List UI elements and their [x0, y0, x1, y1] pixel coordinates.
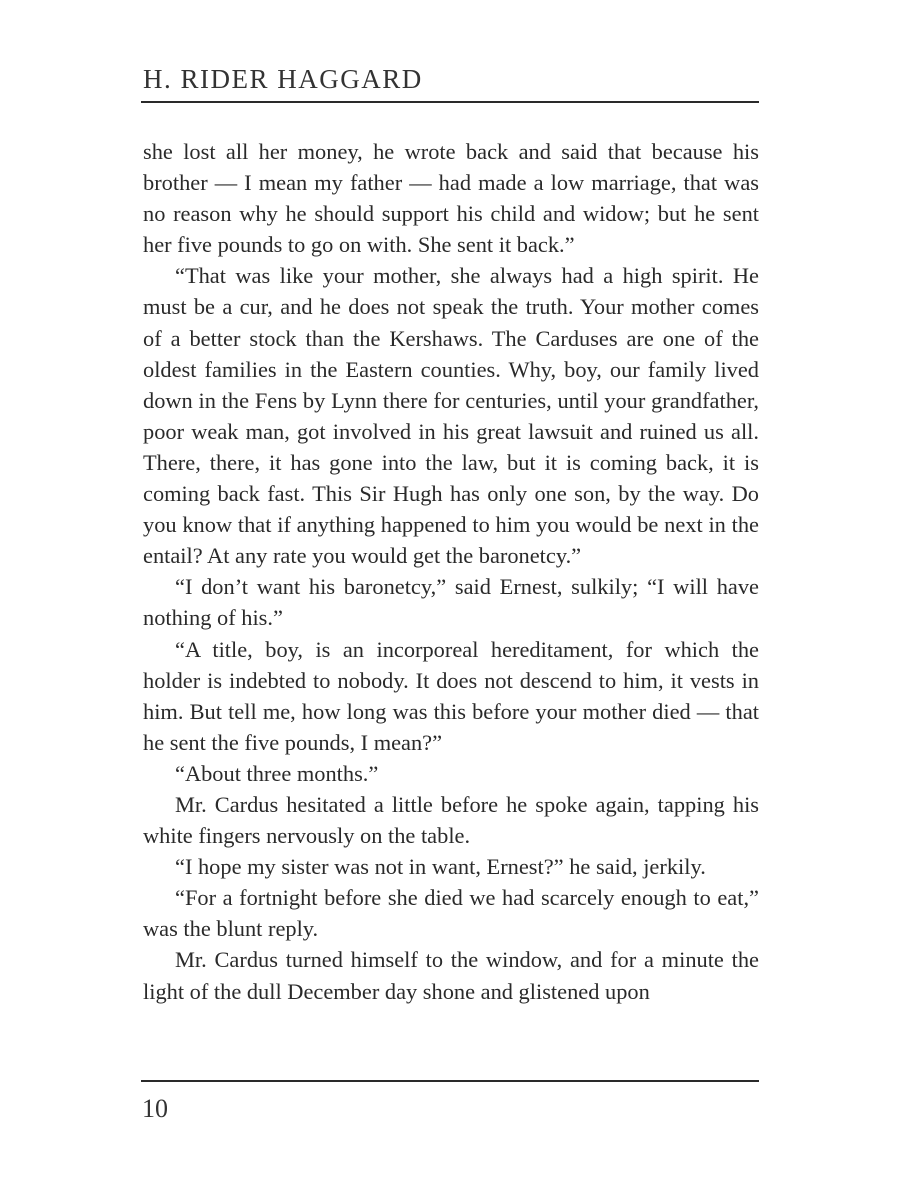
paragraph: “I don’t want his baronetcy,” said Ernest, sulkily; “I will have nothing of his.”	[143, 574, 759, 631]
paragraph: Mr. Cardus hesitated a little before he spoke again, tapping his white fingers nervously on the table.	[143, 791, 759, 849]
paragraph: she lost all her money, he wrote back and said that because his brother — I mean my father — had made a low marriage, that was no reason why he should support his child and widow; but he sent her five pounds to go on with. She sent it back.”	[143, 139, 759, 258]
header-rule	[141, 101, 759, 103]
paragraph: “That was like your mother, she always had a high spirit. He must be a cur, and he does not speak the truth. Your mother comes of a better stock than the Kershaws. The Carduses are one of the oldest families in the Eastern counties. Why, boy, our family lived down in the Fens by Lynn there for centuries, until your grandfather, poor weak man, got involved in his great lawsuit and ruined us all. There, there, it has gone into the law, but it is coming back, it is coming back fast. This Sir Hugh has only one son, by the way. Do you know that if anything happened to him you would be next in the entail? At any rate you would get the baronetcy.”	[143, 263, 759, 569]
paragraph: “I hope my sister was not in want, Ernest?” he said, jerkily.	[175, 854, 706, 880]
paragraph: Mr. Cardus turned himself to the window, and for a minute the light of the dull December day shone and glistened upon	[143, 947, 759, 1004]
paragraph: “For a fortnight before she died we had scarcely enough to eat,” was the blunt reply.	[143, 885, 759, 942]
footer-rule	[141, 1080, 759, 1082]
page-number: 10	[142, 1094, 168, 1123]
body-text	[143, 136, 759, 1007]
paragraph: “About three months.”	[175, 760, 379, 786]
running-head: H. RIDER HAGGARD	[143, 64, 423, 94]
paragraph: “A title, boy, is an incorporeal hereditament, for which the holder is indebted to nobody. It does not descend to him, it vests in him. But tell me, how long was this before your mother died — that he sent the five pounds, I mean?”	[143, 636, 759, 755]
